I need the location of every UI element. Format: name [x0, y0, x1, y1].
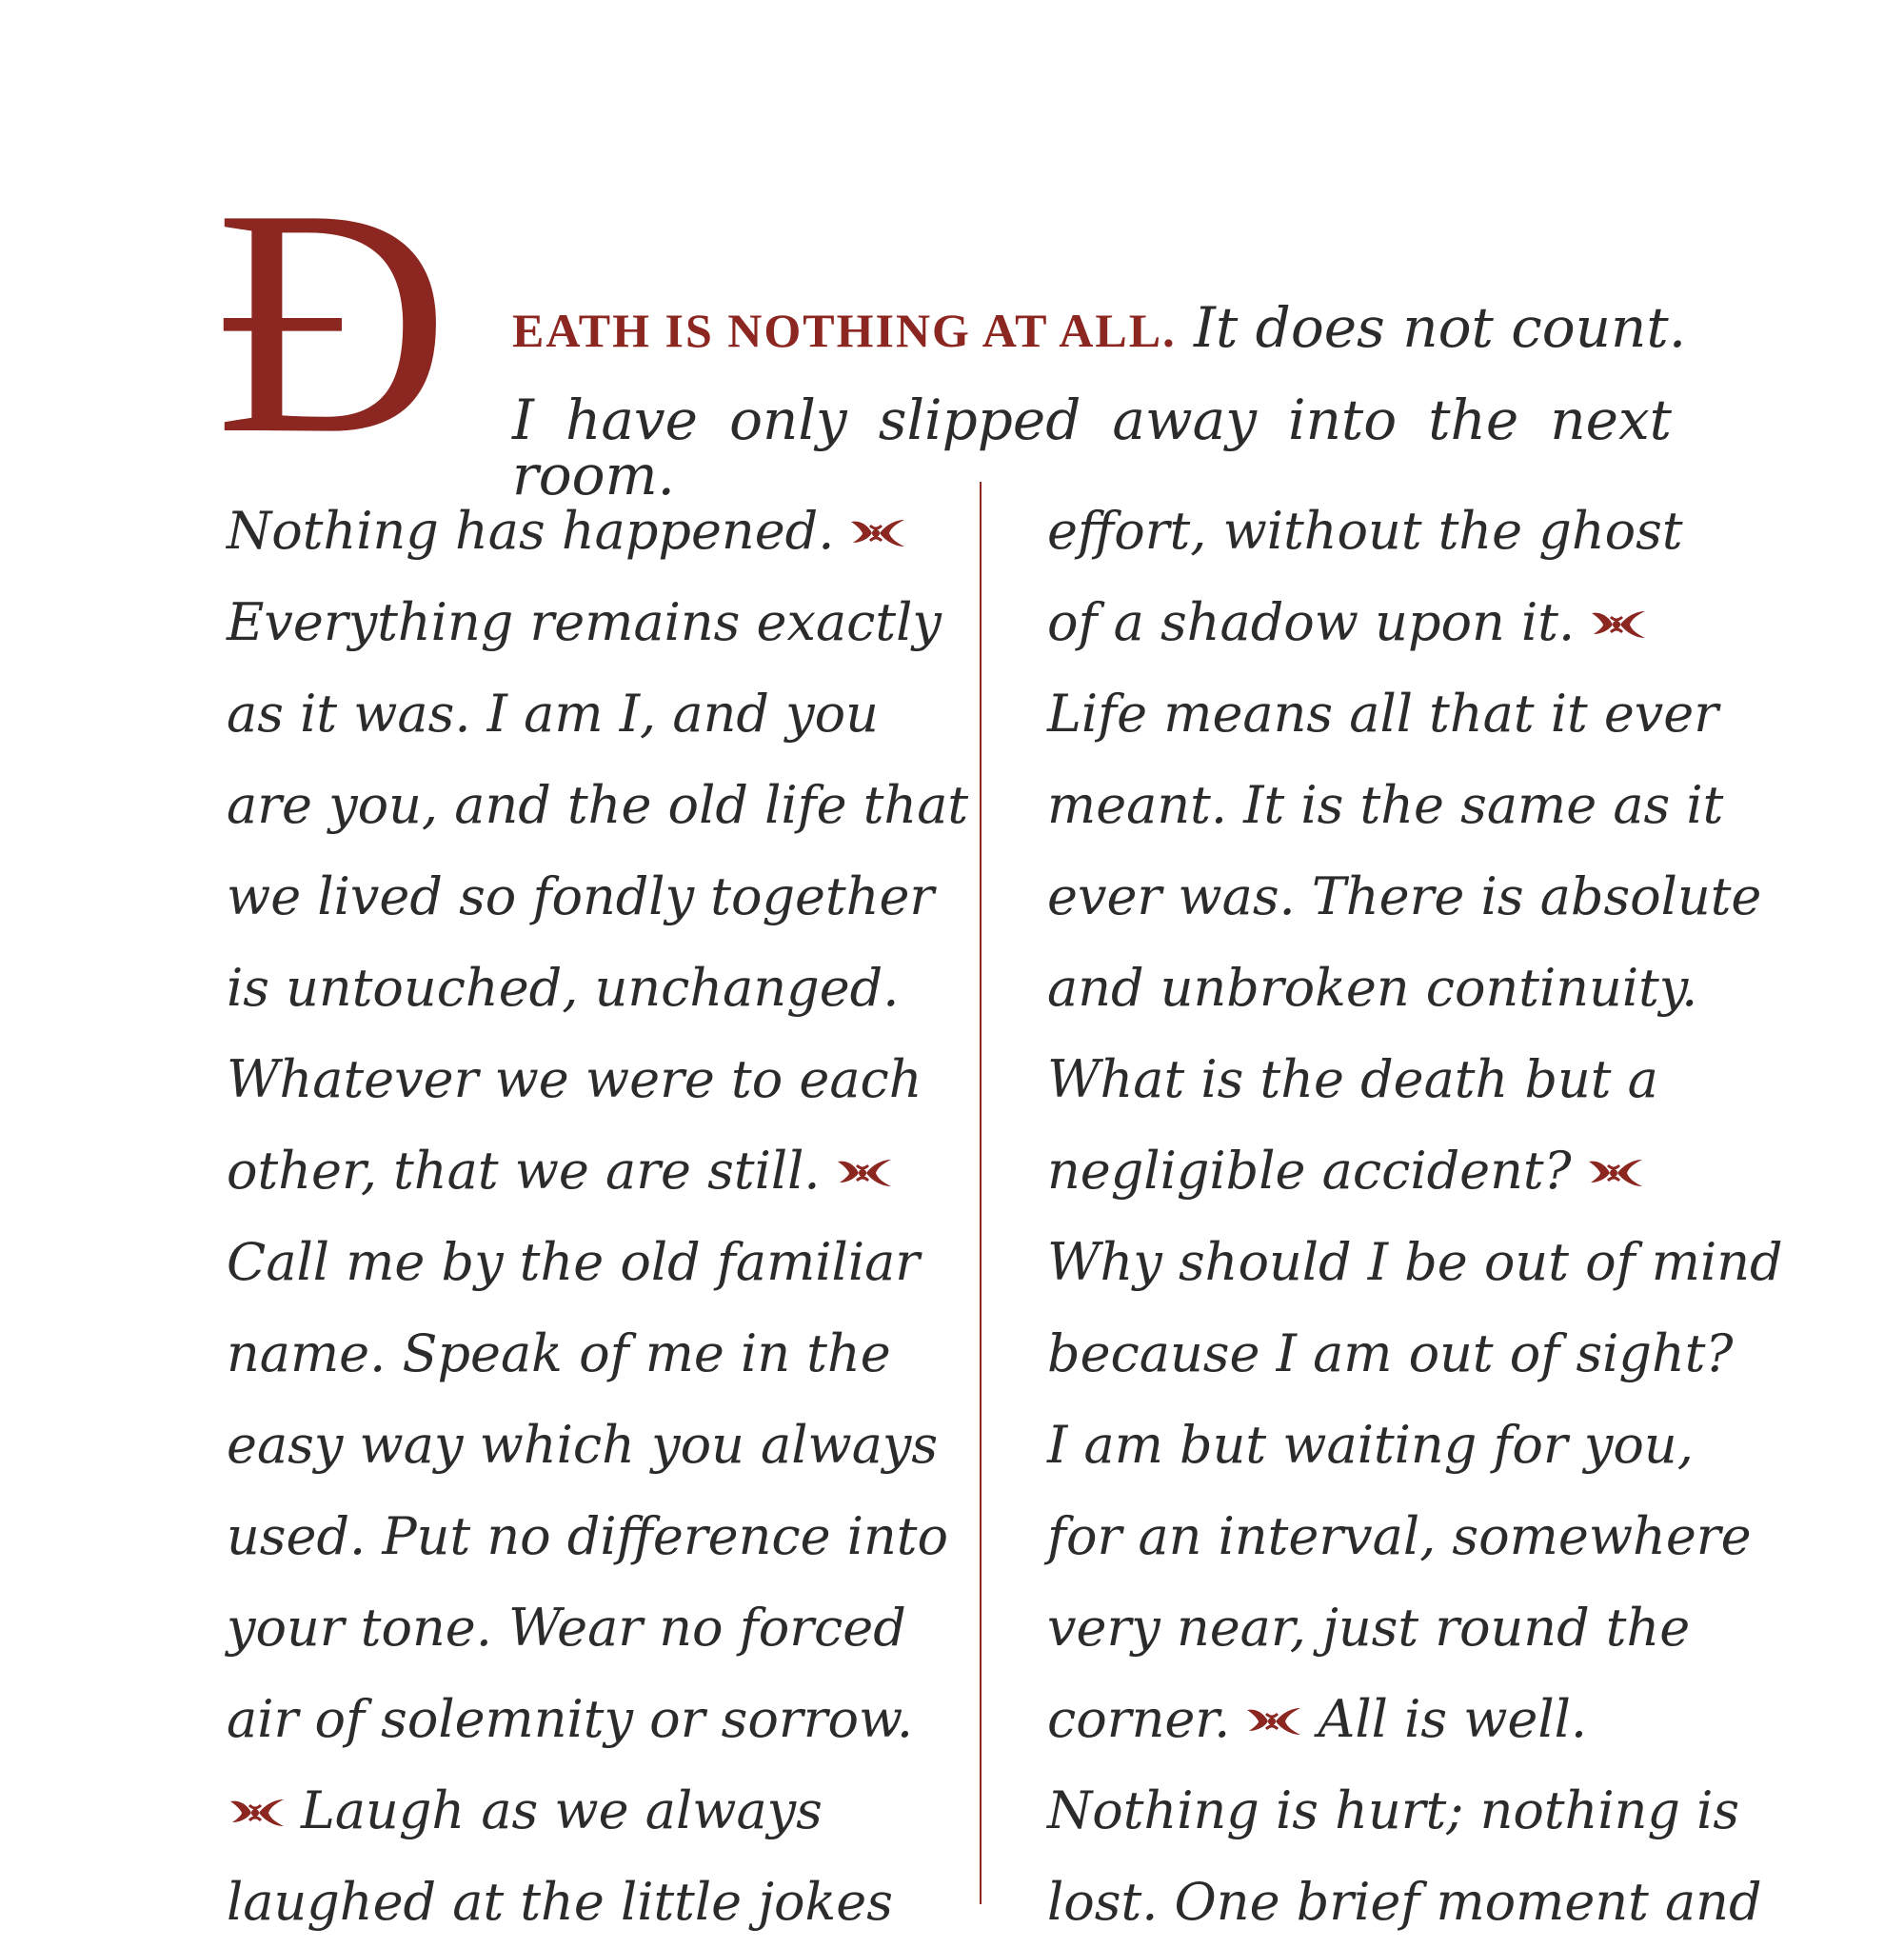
text-line: What is the death but a: [1047, 1049, 1658, 1109]
text-line: Call me by the old familiar: [227, 1232, 921, 1292]
text-line: we lived so fondly together: [227, 866, 935, 926]
text-line: name. Speak of me in the: [227, 1323, 891, 1383]
text-line: is untouched, unchanged.: [227, 958, 900, 1018]
column-divider: [980, 482, 982, 1904]
text-line: Whatever we were to each: [227, 1049, 922, 1109]
text-line: and unbroken continuity.: [1047, 958, 1698, 1018]
text-line-content: corner.: [1047, 1689, 1231, 1749]
text-line: your tone. Wear no forced: [227, 1598, 906, 1658]
text-line-content: of a shadow upon it.: [1047, 592, 1576, 652]
text-line: ever was. There is absolute: [1047, 866, 1762, 926]
text-line: used. Put no difference into: [227, 1506, 949, 1566]
text-line-content: Nothing has happened.: [227, 501, 835, 561]
drop-cap: Ð: [215, 142, 449, 501]
text-line: [1047, 577, 1771, 668]
text-line: [227, 486, 950, 577]
text-line: effort, without the ghost: [1047, 501, 1683, 561]
fleuron-icon: [834, 1154, 895, 1192]
text-line: Life means all that it ever: [1047, 684, 1719, 744]
right-column: [1047, 486, 1783, 1948]
text-line: very near, just round the: [1047, 1598, 1691, 1658]
text-line: because I am out of sight?: [1047, 1323, 1734, 1383]
text-line: lost. One brief moment and: [1047, 1872, 1762, 1932]
text-line: [1047, 1674, 1771, 1765]
lead-line-1-rest: It does not count.: [1176, 295, 1687, 360]
text-line: Everything remains exactly: [227, 592, 942, 652]
text-line: [227, 1765, 950, 1857]
text-line: Why should I be out of mind: [1047, 1232, 1783, 1292]
text-line-content: negligible accident?: [1047, 1141, 1572, 1201]
text-line-content: All is well.: [1318, 1689, 1588, 1749]
text-line: easy way which you always: [227, 1415, 939, 1475]
text-line: [227, 1125, 950, 1217]
text-line: meant. It is the same as it: [1047, 775, 1724, 835]
left-column: [227, 486, 969, 1948]
fleuron-icon: [1588, 606, 1649, 644]
text-line: are you, and the old life that: [227, 775, 969, 835]
lead-line-1: [512, 295, 1687, 360]
text-line: as it was. I am I, and you: [227, 684, 879, 744]
lead-smallcaps: EATH IS NOTHING AT ALL.: [512, 304, 1177, 357]
fleuron-icon: [847, 514, 908, 552]
text-line: [1047, 1125, 1771, 1217]
text-line: air of solemnity or sorrow.: [227, 1689, 914, 1749]
text-line-content: Laugh as we always: [301, 1780, 823, 1840]
text-line: Nothing is hurt; nothing is: [1047, 1780, 1740, 1840]
text-line: laughed at the little jokes: [227, 1872, 893, 1932]
text-line-content: other, that we are still.: [227, 1141, 821, 1201]
fleuron-icon: [227, 1794, 288, 1832]
fleuron-icon: [1243, 1702, 1304, 1740]
fleuron-icon: [1585, 1154, 1646, 1192]
lead-line-2: I have only slipped away into the next room.: [512, 388, 1672, 507]
text-line: I am but waiting for you,: [1047, 1415, 1694, 1475]
text-line: for an interval, somewhere: [1047, 1506, 1752, 1566]
